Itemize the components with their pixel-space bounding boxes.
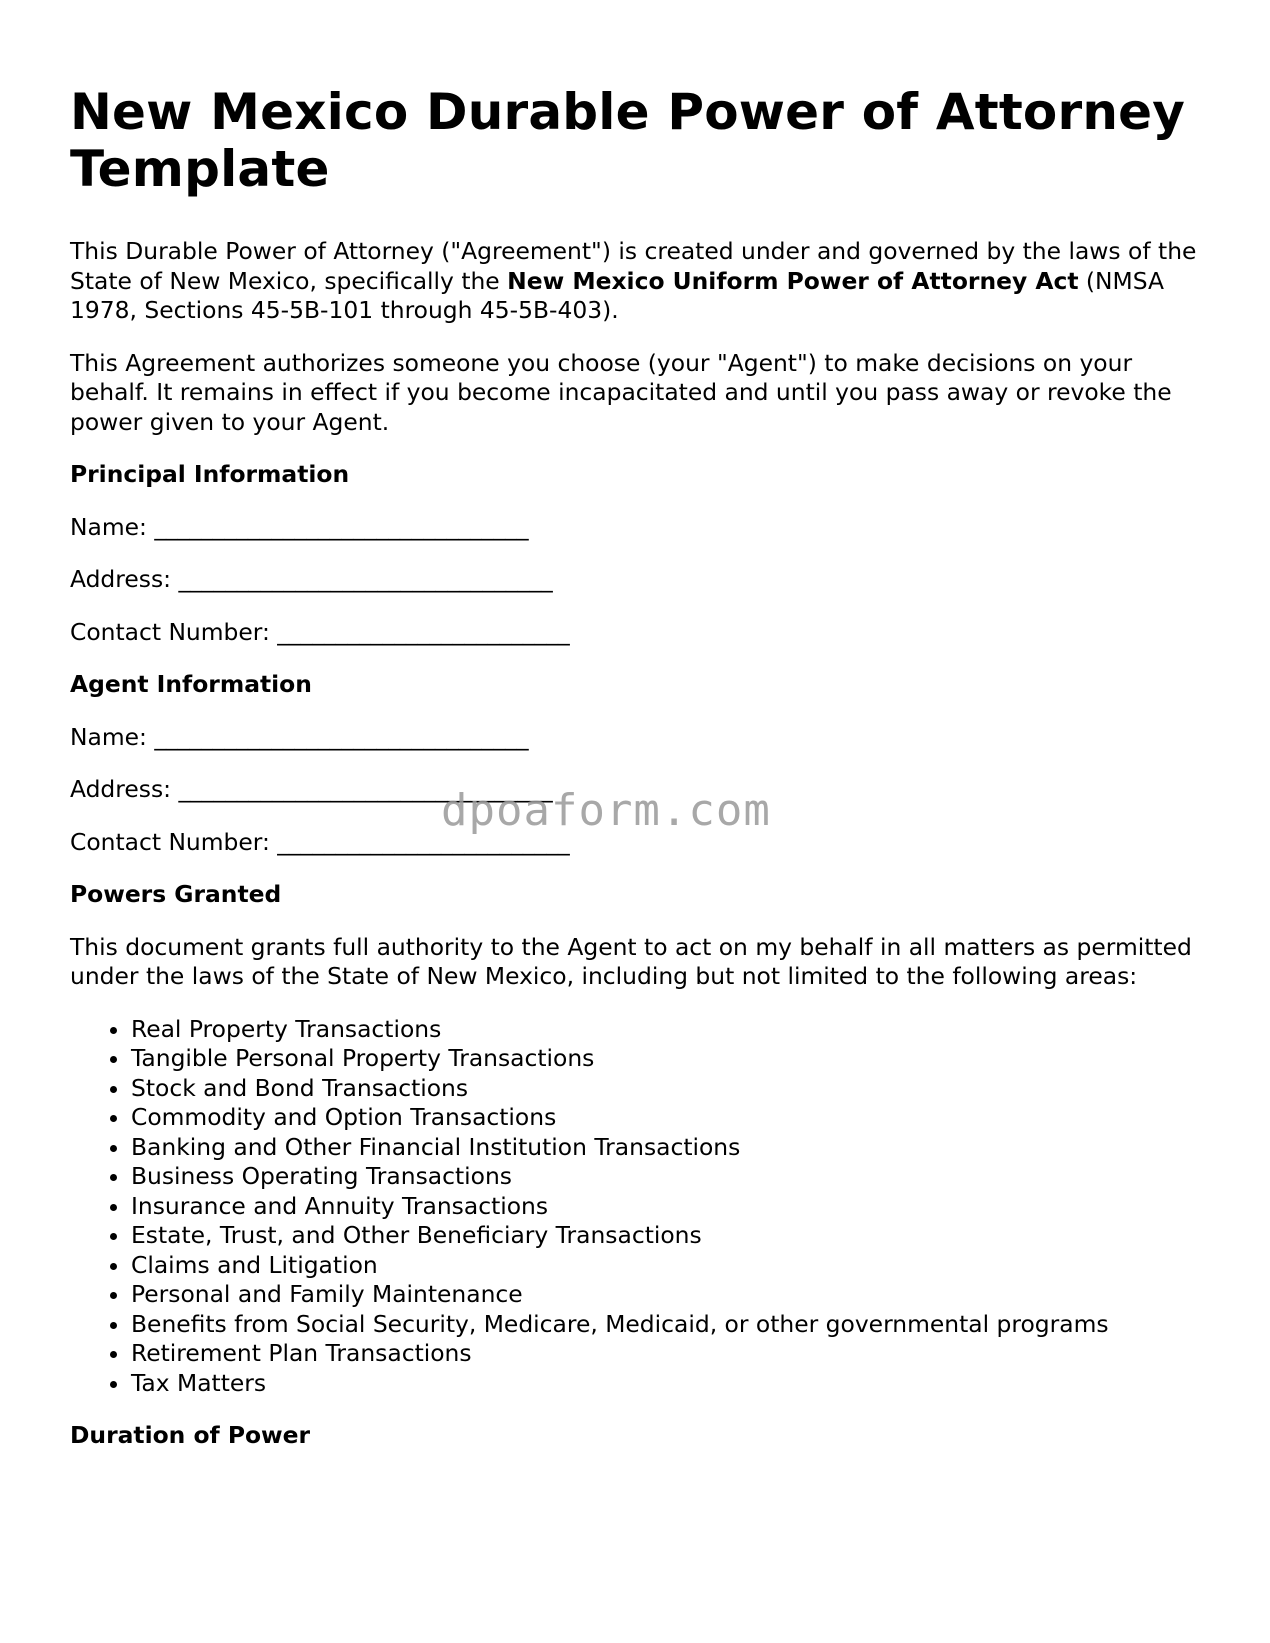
list-item: • Banking and Other Financial Institution Transactions	[131, 1133, 1200, 1163]
document-page	[70, 84, 1200, 1474]
list-item: • Retirement Plan Transactions	[131, 1339, 1200, 1369]
list-item: • Claims and Litigation	[131, 1251, 1200, 1281]
list-item: • Insurance and Annuity Transactions	[131, 1192, 1200, 1222]
agent-heading: Agent Information	[70, 670, 312, 698]
principal-contact-field: Contact Number: _________________________	[70, 617, 570, 646]
list-item: • Benefits from Social Security, Medicare, Medicaid, or other governmental programs	[131, 1310, 1200, 1340]
intro-text-end: (NMSA 1978, Sections 45-5B-101 through 45-5B-403).	[70, 266, 1165, 324]
intro-paragraph	[70, 237, 1200, 326]
list-item: • Stock and Bond Transactions	[131, 1074, 1200, 1104]
page-title: New Mexico Durable Power of Attorney Template	[70, 83, 1186, 198]
list-item: • Real Property Transactions	[131, 1015, 1200, 1045]
principal-name-field: Name: ________________________________	[70, 512, 529, 541]
list-item: • Business Operating Transactions	[131, 1162, 1200, 1192]
duration-heading: Duration of Power	[70, 1421, 311, 1449]
intro-text-start: This Durable Power of Attorney ("Agreement") is created under and governed by the laws of the State of New Mexico, specifically the	[70, 237, 1197, 295]
list-item: • Personal and Family Maintenance	[131, 1280, 1200, 1310]
principal-address-field: Address: ________________________________	[70, 565, 553, 593]
agreement-paragraph: This Agreement authorizes someone you choose (your "Agent") to make decisions on your behalf. It remains in effect if you become incapacitated and until you pass away or revoke the power given to your Agent.	[70, 348, 1172, 436]
agent-address-field: Address: ________________________________	[70, 775, 553, 803]
list-item: • Tangible Personal Property Transactions	[131, 1044, 1200, 1074]
watermark: dpoaform.com	[441, 785, 771, 836]
powers-heading: Powers Granted	[70, 880, 282, 908]
list-item: • Estate, Trust, and Other Beneficiary Transactions	[131, 1221, 1200, 1251]
list-item: • Commodity and Option Transactions	[131, 1103, 1200, 1133]
powers-description: This document grants full authority to the Agent to act on my behalf in all matters as permitted under the laws of the State of New Mexico, including but not limited to the following areas:	[70, 932, 1192, 990]
act-name: New Mexico Uniform Power of Attorney Act	[507, 266, 1079, 295]
powers-list	[70, 1015, 1200, 1399]
agent-contact-field: Contact Number: _________________________	[70, 827, 570, 856]
list-item: • Tax Matters	[131, 1369, 1200, 1399]
principal-heading: Principal Information	[70, 460, 350, 488]
agent-name-field: Name: ________________________________	[70, 722, 529, 751]
